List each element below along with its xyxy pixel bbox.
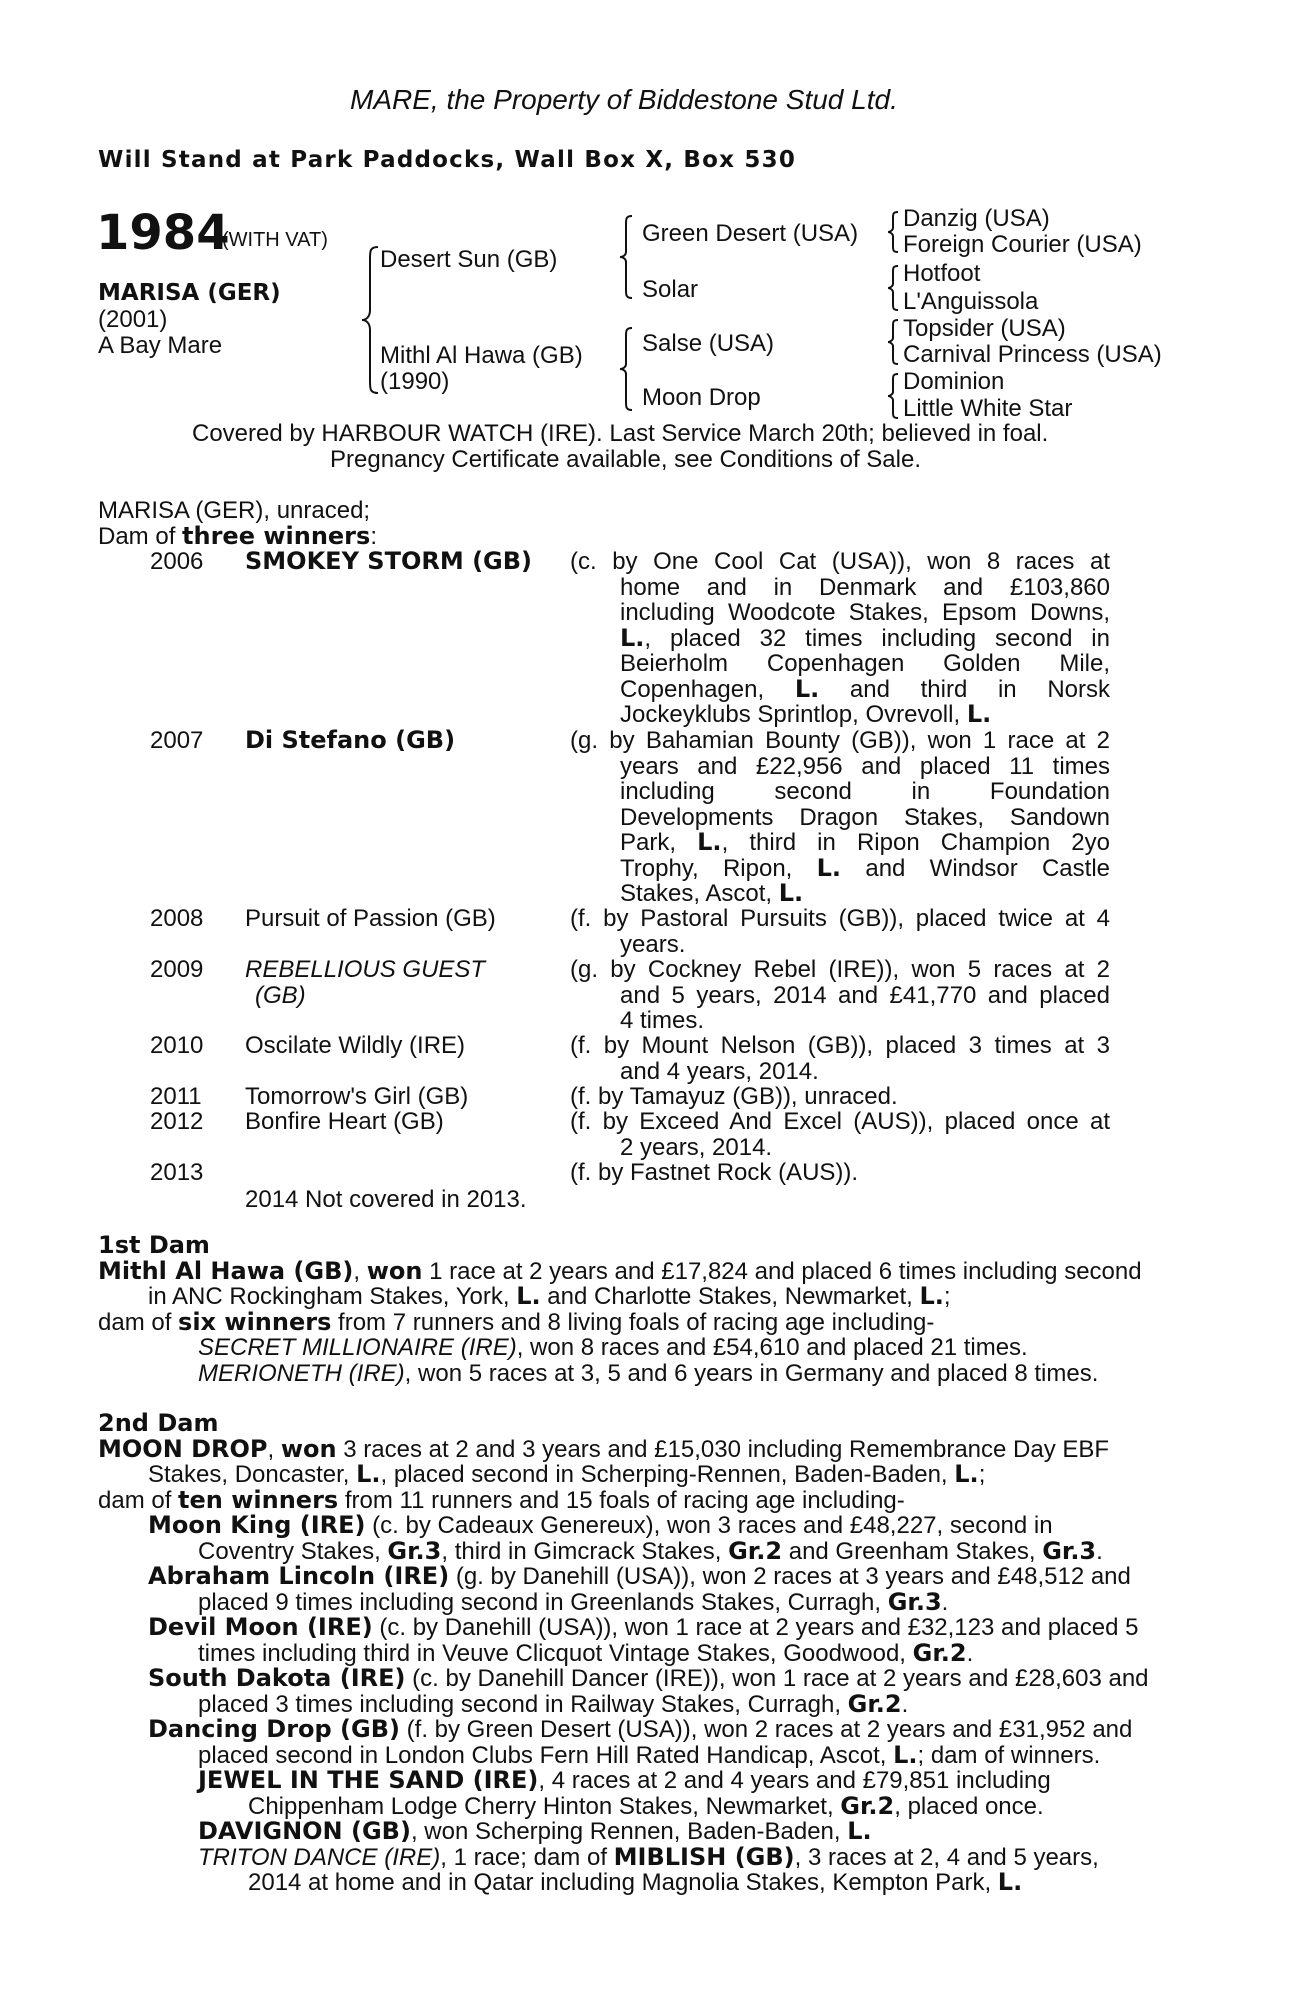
pedigree-brace-main (360, 245, 380, 395)
intro-line: MARISA (GER), unraced; (98, 497, 371, 524)
covered-line: Covered by HARBOUR WATCH (IRE). Last Service March 20th; believed in foal. (192, 420, 1049, 447)
page-title: MARE, the Property of Biddestone Stud Ltd. (350, 84, 898, 115)
section-heading: 1st Dam (98, 1231, 210, 1259)
pedigree-brace-sire (618, 214, 634, 300)
pedigree-brace-sd (886, 264, 900, 312)
dam-of-line: Dam of three winners: (98, 521, 377, 550)
pedigree-sire-sire: Green Desert (USA) (642, 220, 859, 247)
pedigree-sire: Desert Sun (GB) (380, 246, 558, 273)
pedigree-dds: Dominion (903, 368, 1005, 395)
pedigree-brace-ss (886, 210, 900, 254)
second-dam-section: 2nd Dam MOON DROP, won 3 races at 2 and 3 years and £15,030 including Remembrance Day EBF Stakes, Doncaster, L., placed second in Scherping-Rennen, Baden-Baden, L.; dam of ten winners from 11 runners and 15 foals of racing age including- Moon King (IRE) (c. by Cadeaux Genereux), won 3 races and £48,227, second in Coventry Stakes, Gr.3, third in Gimcrack Stakes, Gr.2 and Greenham Stakes, Gr.3. Abraham Lincoln (IRE) (g. by Danehill (USA)), won 2 races at 3 years and £48,512 and placed 9 times including second in Greenlands Stakes, Curragh, Gr.3. Devil Moon (IRE) (c. by Danehill (USA)), won 1 race at 2 years and £32,123 and placed 5 times including third in Veuve Clicquot Vintage Stakes, Goodwood, Gr.2. South Dakota (IRE) (c. by Danehill Dancer (IRE)), won 1 race at 2 years and £28,603 and placed 3 times including second in Railway Stakes, Curragh, Gr.2. Dancing Drop (GB) (f. by Green Desert (USA)), won 2 races at 2 years and £31,952 and placed second in London Clubs Fern Hill Rated Handicap, Ascot, L.; dam of winners. JEWEL IN THE SAND (IRE), 4 races at 2 and 4 years and £79,851 including Chippenham Lodge Cherry Hinton Stakes, Newmarket, Gr.2, placed once. DAVIGNON (GB), won Scherping Rennen, Baden-Baden, L. TRITON DANCE (IRE), 1 race; dam of MIBLISH (GB), 3 races at 2, 4 and 5 years, 2014 at home and in Qatar including Magnolia Stakes, Kempton Park, L. (98, 1411, 1204, 1896)
pedigree-sss: Danzig (USA) (903, 205, 1050, 232)
pregnancy-line: Pregnancy Certificate available, see Conditions of Sale. (330, 446, 921, 473)
dam-line: Mithl Al Hawa (GB), won 1 race at 2 years and £17,824 and placed 6 times including second (98, 1256, 1142, 1285)
pedigree-dam-dam: Moon Drop (642, 384, 761, 411)
produce-name: SMOKEY STORM (GB) (245, 547, 533, 575)
pedigree-brace-dam (618, 326, 634, 412)
lot-number: 1984 (96, 205, 230, 261)
pedigree-sire-dam: Solar (642, 276, 699, 303)
pedigree-ssd: Foreign Courier (USA) (903, 231, 1142, 258)
pedigree-dam-year: (1990) (380, 368, 450, 395)
produce-name: Tomorrow's Girl (GB) (245, 1083, 469, 1110)
section-heading: 2nd Dam (98, 1409, 219, 1437)
stand-location: Will Stand at Park Paddocks, Wall Box X, Box 530 (98, 147, 797, 173)
first-dam-section: 1st Dam Mithl Al Hawa (GB), won 1 race at 2 years and £17,824 and placed 6 times including second in ANC Rockingham Stakes, York, L. and Charlotte Stakes, Newmarket, L.; dam of six winners from 7 runners and 8 living foals of racing age including- SECRET MILLIONAIRE (IRE), won 8 races and £54,610 and placed 21 times. MERIONETH (IRE), won 5 races at 3, 5 and 6 years in Germany and placed 8 times. (98, 1233, 1204, 1386)
produce-name: REBELLIOUS GUEST (GB) (245, 956, 486, 1009)
pedigree-dss: Topsider (USA) (903, 315, 1066, 342)
winners-count: three winners (182, 521, 371, 550)
pedigree-brace-ds (886, 318, 900, 366)
pedigree-dsd: Carnival Princess (USA) (903, 341, 1162, 368)
produce-note: 2014 Not covered in 2013. (245, 1186, 527, 1213)
vat-note: (WITH VAT) (222, 229, 328, 251)
pedigree-sds: Hotfoot (903, 260, 981, 287)
pedigree-sdd: L'Anguissola (903, 288, 1039, 315)
pedigree-ddd: Little White Star (903, 395, 1073, 422)
pedigree-dam: Mithl Al Hawa (GB) (380, 342, 583, 369)
pedigree-dam-sire: Salse (USA) (642, 330, 775, 357)
produce-intro (98, 498, 1204, 549)
horse-description: A Bay Mare (98, 332, 223, 359)
produce-name: Pursuit of Passion (GB) (245, 905, 496, 932)
horse-year: (2001) (98, 306, 168, 333)
pedigree-brace-dd (886, 372, 900, 420)
horse-name: MARISA (GER) (98, 280, 281, 306)
produce-name: Oscilate Wildly (IRE) (245, 1032, 466, 1059)
produce-name: Bonfire Heart (GB) (245, 1108, 444, 1135)
produce-name: Di Stefano (GB) (245, 726, 456, 754)
